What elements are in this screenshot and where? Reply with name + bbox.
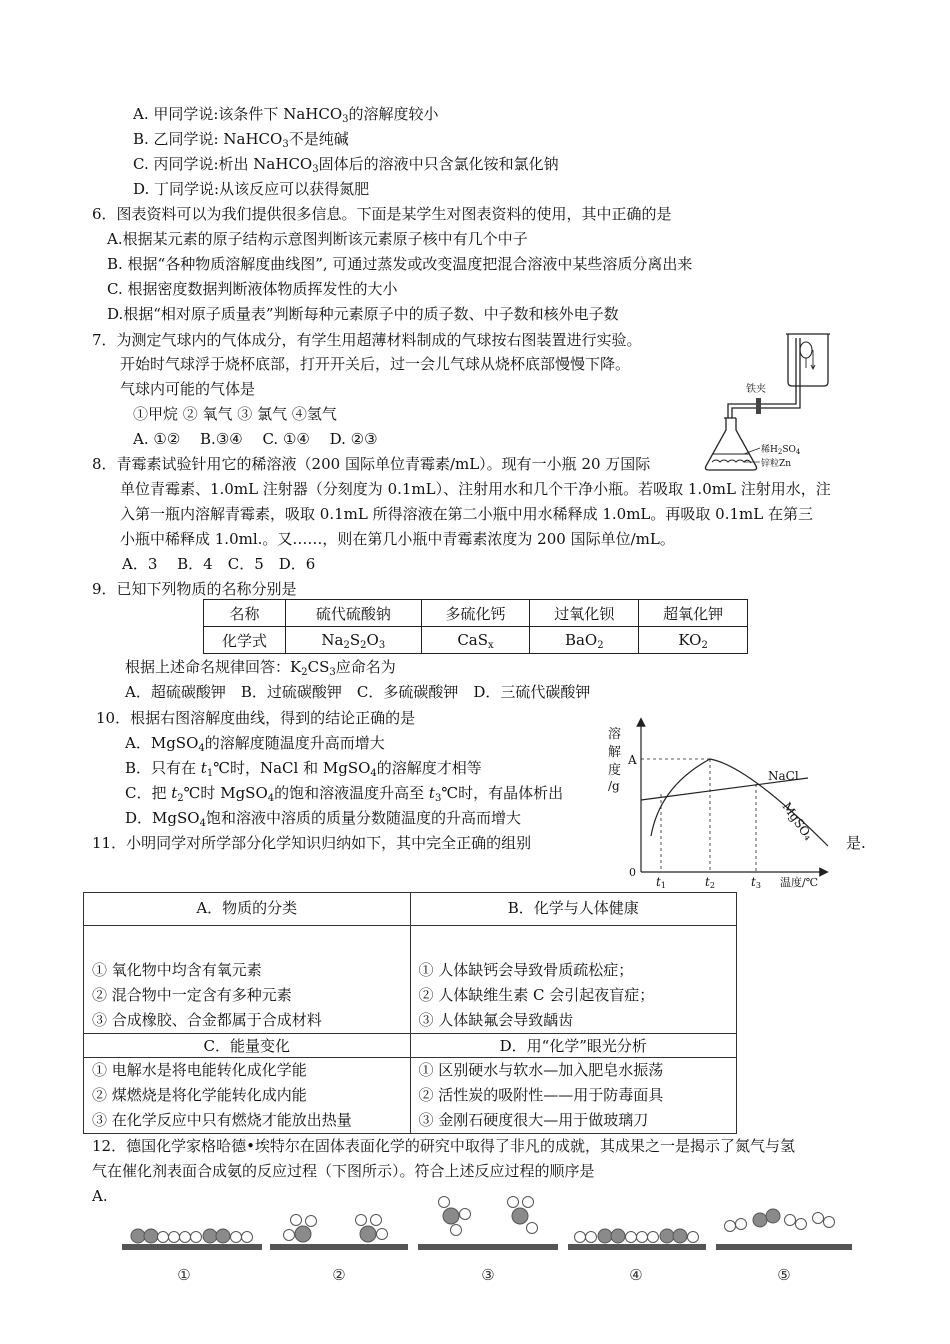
step-label-1: ①: [177, 1266, 191, 1284]
list-item: ③ 金刚石硬度很大—用于做玻璃刀: [418, 1111, 649, 1129]
q6-option-b: B. 根据“各种物质溶解度曲线图”, 可通过蒸发或改变温度把混合溶液中某些溶质分离出来: [107, 255, 693, 273]
q9-stem: 9．已知下列物质的名称分别是: [92, 580, 297, 598]
list-item: ① 人体缺钙会导致骨质疏松症；: [418, 961, 634, 979]
list-item: ③ 人体缺氟会导致龋齿: [418, 1011, 574, 1029]
q7-options: A. ①② B.③④ C. ①④ D. ②③: [133, 430, 378, 448]
q8-line3: 入第一瓶内溶解青霉素，吸取 0.1mL 所得溶液在第二小瓶中用水稀释成 1.0mL。再吸取 0.1mL 在第三: [120, 505, 813, 523]
surface-5: [716, 1244, 852, 1250]
q7-acid-label: 稀$H_2SO_4$: [761, 445, 801, 456]
q12-reaction-figure: [118, 1190, 858, 1290]
q12-line1: 12．德国化学家格哈德•埃特尔在固体表面化学的研究中取得了非凡的成就，其成果之一是揭示了氮气与氢: [92, 1137, 795, 1155]
nacl-label: NaCl: [768, 769, 799, 783]
table-cell: CaS$_x$: [421, 627, 530, 654]
list-item: ① 区别硬水与软水—加入肥皂水振荡: [418, 1061, 664, 1079]
table-row: [84, 1034, 737, 1058]
q7-line3: 气球内可能的气体是: [120, 380, 256, 398]
table-header: C．能量变化: [84, 1034, 411, 1058]
q5-option-b: B. 乙同学说: NaHCO$_3$不是纯碱: [133, 130, 349, 150]
q10-solubility-chart: [598, 716, 838, 888]
q8-line2: 单位青霉素、1.0mL 注射器（分刻度为 0.1mL）、注射用水和几个干净小瓶。若吸取 1.0mL 注射用水，注: [120, 480, 831, 498]
q10-option-c: C．把 $t_2℃$时 MgSO$_4$的饱和溶液温度升高至 $t_3℃$时，有晶体析出: [125, 784, 564, 804]
step-label-2: ②: [332, 1266, 346, 1284]
q6-option-c: C. 根据密度数据判断液体物质挥发性的大小: [107, 280, 398, 298]
q12-line2: 气在催化剂表面合成氨的反应过程（下图所示）。符合上述反应过程的顺序是: [92, 1162, 595, 1180]
tick-t3: t3: [751, 875, 761, 888]
q8-line1: 8．青霉素试验针用它的稀溶液（200 国际单位青霉素/mL）。现有一小瓶 20 万国际: [92, 455, 651, 473]
q7-zinc-label: 锌粒Zn: [761, 459, 792, 469]
q5-option-d: D. 丁同学说:从该反应可以获得氮肥: [133, 180, 370, 198]
table-cell: 名称: [204, 600, 286, 627]
y-label-3: 度: [608, 763, 622, 778]
surface-4: [568, 1244, 706, 1250]
table-row: [204, 627, 748, 654]
q11-knowledge-table: [83, 892, 737, 1134]
table-cell: [84, 926, 411, 1034]
table-cell: 多硫化钙: [421, 600, 530, 627]
table-cell: 化学式: [204, 627, 286, 654]
list-item: ② 活性炭的吸附性——用于防毒面具: [418, 1086, 664, 1104]
step-label-5: ⑤: [777, 1266, 791, 1284]
q12-option-label: A.: [92, 1187, 108, 1205]
q7-apparatus-figure: [696, 328, 842, 476]
q7-choices: ①甲烷 ② 氧气 ③ 氯气 ④氢气: [133, 405, 337, 423]
q9-question: 根据上述命名规律回答：$K_2CS_3$应命名为: [125, 658, 396, 678]
list-item: ① 氧化物中均含有氧元素: [92, 961, 262, 979]
table-row: [84, 1058, 737, 1134]
table-row: [84, 893, 737, 926]
table-cell: $KO_2$: [639, 627, 748, 654]
q8-options: A．3 B．4 C．5 D．6: [122, 555, 316, 573]
q7-line2: 开始时气球浮于烧杯底部，打开开关后，过一会儿气球从烧杯底部慢慢下降。: [120, 355, 631, 373]
q6-stem: 6．图表资料可以为我们提供很多信息。下面是某学生对图表资料的使用，其中正确的是: [92, 205, 672, 223]
tick-label-a: A: [628, 753, 637, 767]
tick-t1: t1: [656, 875, 666, 888]
table-cell: [410, 1058, 737, 1134]
q10-option-a: A．MgSO$_4$的溶解度随温度升高而增大: [125, 734, 385, 754]
table-header: B．化学与人体健康: [410, 893, 737, 926]
surface-2: [270, 1244, 408, 1250]
mgso4-label: MgSO₄: [779, 799, 816, 843]
q10-stem: 10．根据右图溶解度曲线，得到的结论正确的是: [96, 709, 416, 727]
q11-stem: 11．小明同学对所学部分化学知识归纳如下，其中完全正确的组别: [92, 834, 532, 852]
q9-name-table: [203, 599, 748, 654]
q6-option-a: A.根据某元素的原子结构示意图判断该元素原子核中有几个中子: [107, 230, 528, 248]
list-item: ③ 合成橡胶、合金都属于合成材料: [92, 1011, 322, 1029]
step-label-4: ④: [629, 1266, 643, 1284]
q7-stem: 7．为测定气球内的气体成分，有学生用超薄材料制成的气球按右图装置进行实验。: [92, 331, 642, 349]
table-cell: $Na_2S_2O_3$: [286, 627, 422, 654]
list-item: ② 煤燃烧是将化学能转化成内能: [92, 1086, 307, 1104]
table-cell: [84, 1058, 411, 1134]
list-item: ③ 在化学反应中只有燃烧才能放出热量: [92, 1111, 352, 1129]
step-label-3: ③: [481, 1266, 495, 1284]
q10-option-b: B．只有在 $t_1℃$时，NaCl 和 MgSO$_4$的溶解度才相等: [125, 759, 482, 779]
table-cell: 硫代硫酸钠: [286, 600, 422, 627]
surface-3: [418, 1244, 558, 1250]
table-header: A．物质的分类: [84, 893, 411, 926]
q11-tail: 是.: [846, 834, 866, 852]
list-item: ② 人体缺维生素 C 会引起夜盲症；: [418, 986, 655, 1004]
q10-option-d: D．MgSO$_4$饱和溶液中溶质的质量分数随温度的升高而增大: [125, 809, 521, 829]
list-item: ② 混合物中一定含有多种元素: [92, 986, 292, 1004]
q6-option-d: D.根据“相对原子质量表”判断每种元素原子中的质子数、中子数和核外电子数: [107, 305, 619, 323]
list-item: ① 电解水是将电能转化成化学能: [92, 1061, 307, 1079]
origin-label: 0: [629, 866, 636, 879]
table-cell: [410, 926, 737, 1034]
table-row: [204, 600, 748, 627]
y-label-2: 解: [608, 745, 622, 760]
q8-line4: 小瓶中稀释成 1.0ml.。又……，则在第几小瓶中青霉素浓度为 200 国际单位/mL。: [120, 530, 675, 548]
table-cell: 超氧化钾: [639, 600, 748, 627]
table-cell: BaO$_2$: [530, 627, 639, 654]
q5-option-c: C. 丙同学说:析出 NaHCO$_3$固体后的溶液中只含氯化铵和氯化钠: [133, 155, 559, 175]
table-cell: 过氧化钡: [530, 600, 639, 627]
tick-t2: t2: [705, 875, 715, 888]
q5-option-a: A. 甲同学说:该条件下 NaHCO$_3$的溶解度较小: [133, 105, 439, 125]
q7-clamp-label: 铁夹: [746, 384, 766, 395]
q9-options: A．超硫碳酸钾 B．过硫碳酸钾 C．多硫碳酸钾 D．三硫代碳酸钾: [125, 683, 591, 701]
table-header: D．用“化学”眼光分析: [410, 1034, 737, 1058]
y-label-4: /g: [608, 779, 620, 793]
x-label: 温度/℃: [780, 876, 819, 888]
surface-1: [122, 1244, 262, 1250]
table-row: [84, 926, 737, 1034]
y-label-1: 溶: [608, 727, 622, 742]
